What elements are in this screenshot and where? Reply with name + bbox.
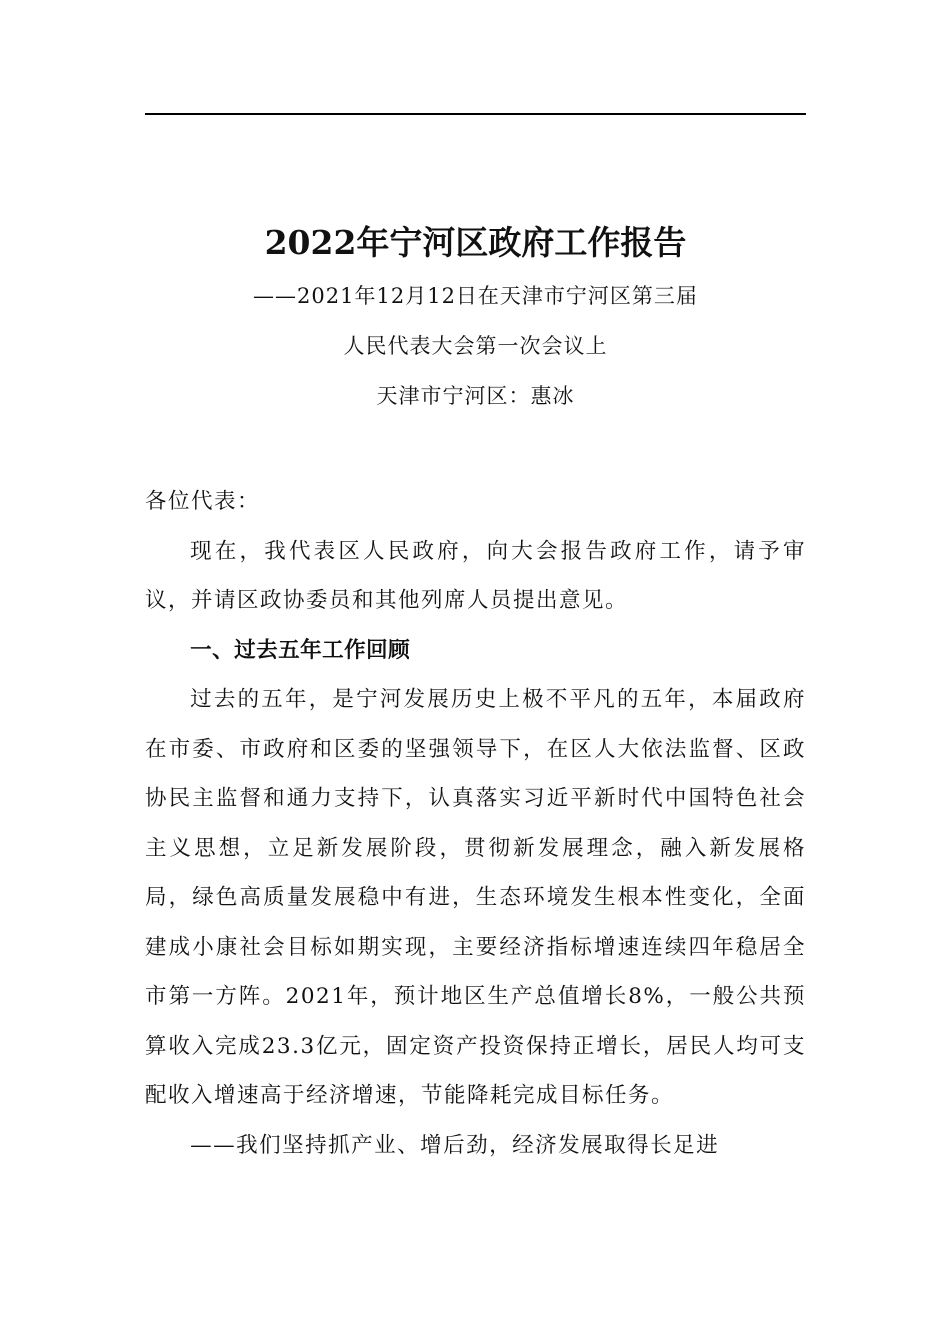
salutation: 各位代表： <box>145 489 261 514</box>
intro-paragraph: 现在，我代表区人民政府，向大会报告政府工作，请予审议，并请区政协委员和其他列席人员提出意见。 <box>145 538 806 613</box>
header-rule <box>145 113 806 115</box>
subtitle-line-2: 人民代表大会第一次会议上 <box>343 334 608 358</box>
subtitle-line-1: ——2021年12月12日在天津市宁河区第三届 <box>253 284 698 308</box>
report-title: 2022年宁河区政府工作报告 <box>264 223 687 262</box>
subtitle-author: 天津市宁河区：惠冰 <box>376 384 575 408</box>
review-paragraph: 过去的五年，是宁河发展历史上极不平凡的五年，本届政府在市委、市政府和区委的坚强领导下，在区人大依法监督、区政协民主监督和通力支持下，认真落实习近平新时代中国特色社会主义思想，立足新发展阶段，贯彻新发展理念，融入新发展格局，绿色高质量发展稳中有进，生态环境发生根本性变化，全面建成小康社会目标如期实现，主要经济指标增速连续四年稳居全市第一方阵。2021年，预计地区生产总值增长8%，一般公共预算收入完成23.3亿元，固定资产投资保持正增长，居民人均可支配收入增速高于经济增速，节能降耗完成目标任务。 <box>145 687 806 1108</box>
economy-paragraph: ——我们坚持抓产业、增后劲，经济发展取得长足进 <box>190 1132 720 1158</box>
report-body <box>145 477 806 1170</box>
section-heading: 一、过去五年工作回顾 <box>190 637 411 663</box>
